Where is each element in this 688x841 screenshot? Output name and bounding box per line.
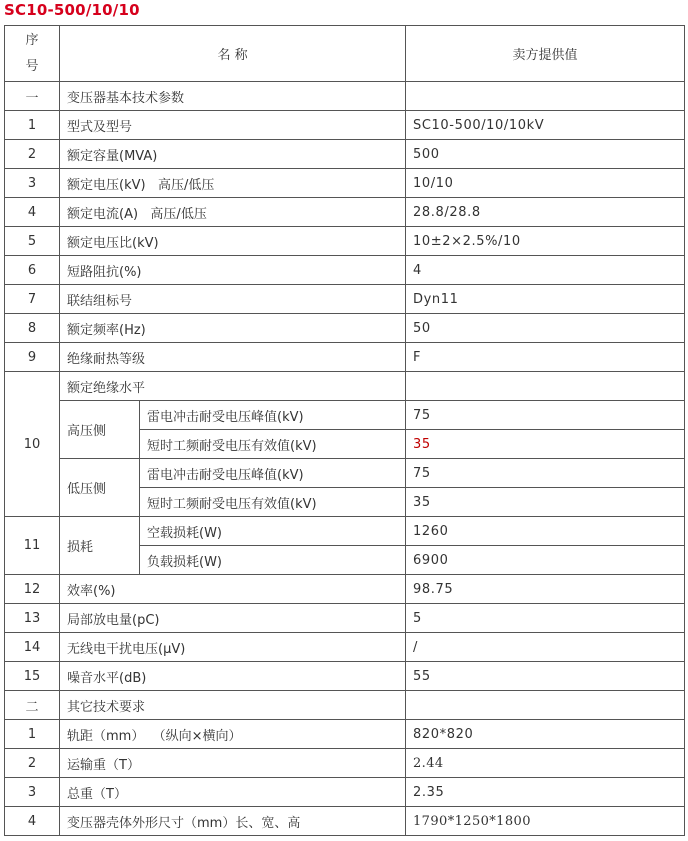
row-value: F [406,343,685,372]
row-name: 额定容量(MVA) [60,140,406,169]
table-row [5,372,685,401]
sub-value: 1260 [406,517,685,546]
row-name: 额定电压(kV) 高压/低压 [60,169,406,198]
table-row [5,401,685,430]
row-no: 9 [5,343,60,372]
row-name: 短路阻抗(%) [60,256,406,285]
row-no: 14 [5,633,60,662]
table-row [5,459,685,488]
sub-value: 75 [406,459,685,488]
row-name: 轨距（mm） （纵向×横向） [60,720,406,749]
table-row [5,749,685,778]
section-row [5,82,685,111]
table-row [5,111,685,140]
section-no: 二 [5,691,60,720]
sub-value: 6900 [406,546,685,575]
row-no: 2 [5,140,60,169]
row-value: 10±2×2.5%/10 [406,227,685,256]
group-label-lv: 低压侧 [60,459,140,517]
row-value: Dyn11 [406,285,685,314]
sub-name: 短时工频耐受电压有效值(kV) [140,488,406,517]
table-row [5,140,685,169]
table-row [5,778,685,807]
row-no: 4 [5,807,60,836]
table-row [5,720,685,749]
row-name: 额定电压比(kV) [60,227,406,256]
table-row [5,517,685,546]
row-no: 11 [5,517,60,575]
row-no: 8 [5,314,60,343]
section-value [406,82,685,111]
header-seq-line1: 序 [25,32,39,48]
group-label-loss: 损耗 [60,517,140,575]
row-name: 无线电干扰电压(μV) [60,633,406,662]
row-value: 4 [406,256,685,285]
sub-name: 雷电冲击耐受电压峰值(kV) [140,401,406,430]
row-value: 10/10 [406,169,685,198]
row-value: 5 [406,604,685,633]
table-row [5,198,685,227]
header-name: 名 称 [60,26,406,82]
row-name: 总重（T） [60,778,406,807]
row-no: 13 [5,604,60,633]
row-name: 额定电流(A) 高压/低压 [60,198,406,227]
row-name: 额定绝缘水平 [60,372,406,401]
row-no: 1 [5,720,60,749]
row-no: 3 [5,778,60,807]
row-name: 局部放电量(pC) [60,604,406,633]
row-value: / [406,633,685,662]
table-row [5,807,685,836]
row-value [406,372,685,401]
table-row [5,662,685,691]
row-name: 运输重（T） [60,749,406,778]
sub-value-highlighted: 35 [406,430,685,459]
row-no: 12 [5,575,60,604]
section-row [5,691,685,720]
sub-value: 75 [406,401,685,430]
section-name: 其它技术要求 [60,691,406,720]
row-no: 15 [5,662,60,691]
sub-name: 短时工频耐受电压有效值(kV) [140,430,406,459]
table-header-row [5,26,685,82]
document-title: SC10-500/10/10 [4,1,140,19]
row-no: 1 [5,111,60,140]
table-row [5,169,685,198]
row-no: 5 [5,227,60,256]
row-no: 2 [5,749,60,778]
table-row [5,227,685,256]
section-name: 变压器基本技术参数 [60,82,406,111]
row-value: 1790*1250*1800 [406,807,685,836]
row-value: 2.35 [406,778,685,807]
group-label-hv: 高压侧 [60,401,140,459]
row-no: 10 [5,372,60,517]
row-name: 变压器壳体外形尺寸（mm）长、宽、高 [60,807,406,836]
section-no: 一 [5,82,60,111]
row-no: 3 [5,169,60,198]
row-value: 2.44 [406,749,685,778]
row-value: 55 [406,662,685,691]
section-value [406,691,685,720]
row-name: 联结组标号 [60,285,406,314]
row-name: 效率(%) [60,575,406,604]
table-row [5,633,685,662]
row-no: 4 [5,198,60,227]
sub-name: 负载损耗(W) [140,546,406,575]
sub-name: 空载损耗(W) [140,517,406,546]
table-row [5,575,685,604]
row-name: 型式及型号 [60,111,406,140]
table-row [5,256,685,285]
sub-name: 雷电冲击耐受电压峰值(kV) [140,459,406,488]
header-seq [5,26,60,82]
table-row [5,604,685,633]
row-name: 绝缘耐热等级 [60,343,406,372]
row-name: 噪音水平(dB) [60,662,406,691]
header-seq-line2: 号 [25,58,39,74]
row-name: 额定频率(Hz) [60,314,406,343]
row-value: 28.8/28.8 [406,198,685,227]
row-no: 7 [5,285,60,314]
table-row [5,285,685,314]
row-value: 50 [406,314,685,343]
table-row [5,343,685,372]
table-row [5,314,685,343]
row-value: SC10-500/10/10kV [406,111,685,140]
row-value: 98.75 [406,575,685,604]
spec-table [4,25,685,836]
row-value: 500 [406,140,685,169]
sub-value: 35 [406,488,685,517]
row-no: 6 [5,256,60,285]
row-value: 820*820 [406,720,685,749]
header-value: 卖方提供值 [406,26,685,82]
